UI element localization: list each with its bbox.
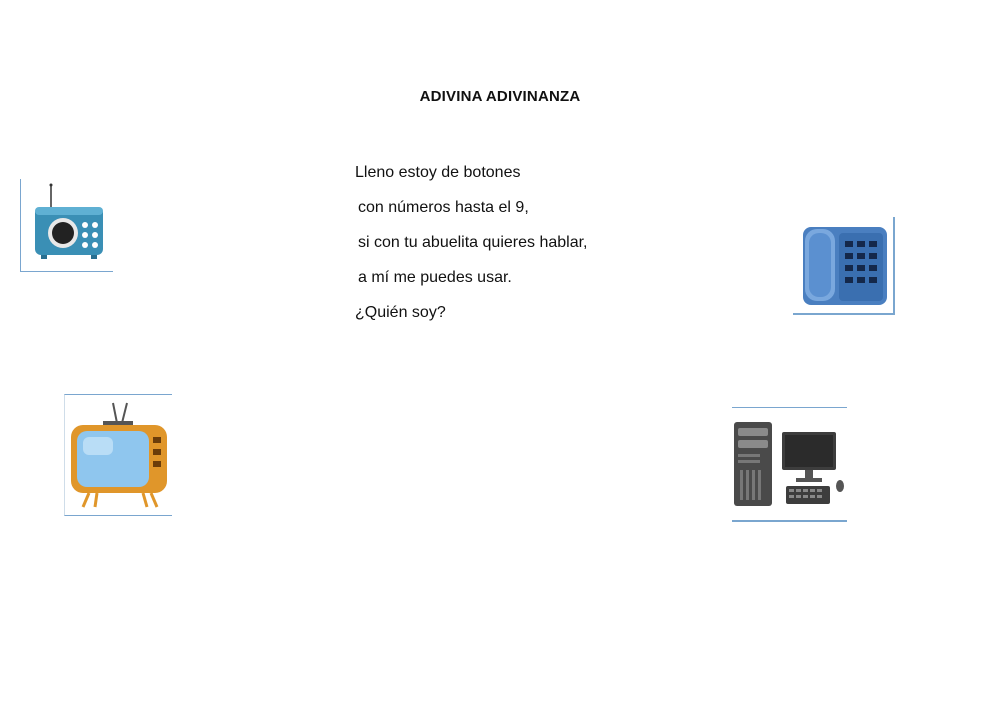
riddle-question: ¿Quién soy? — [355, 304, 446, 321]
riddle-line: con números hasta el 9, — [358, 199, 529, 216]
option-telephone[interactable] — [793, 217, 895, 315]
option-computer[interactable] — [732, 407, 847, 522]
television-icon — [65, 395, 172, 515]
telephone-icon — [793, 217, 893, 313]
riddle-line: si con tu abuelita quieres hablar, — [358, 234, 588, 251]
riddle-line: a mí me puedes usar. — [358, 269, 512, 286]
page-title: ADIVINA ADIVINANZA — [419, 88, 581, 105]
riddle-line: Lleno estoy de botones — [355, 164, 521, 181]
radio-icon — [21, 179, 113, 271]
option-television[interactable] — [64, 394, 172, 516]
computer-icon — [732, 408, 847, 520]
option-radio[interactable] — [20, 179, 113, 272]
riddle-text — [355, 155, 587, 330]
